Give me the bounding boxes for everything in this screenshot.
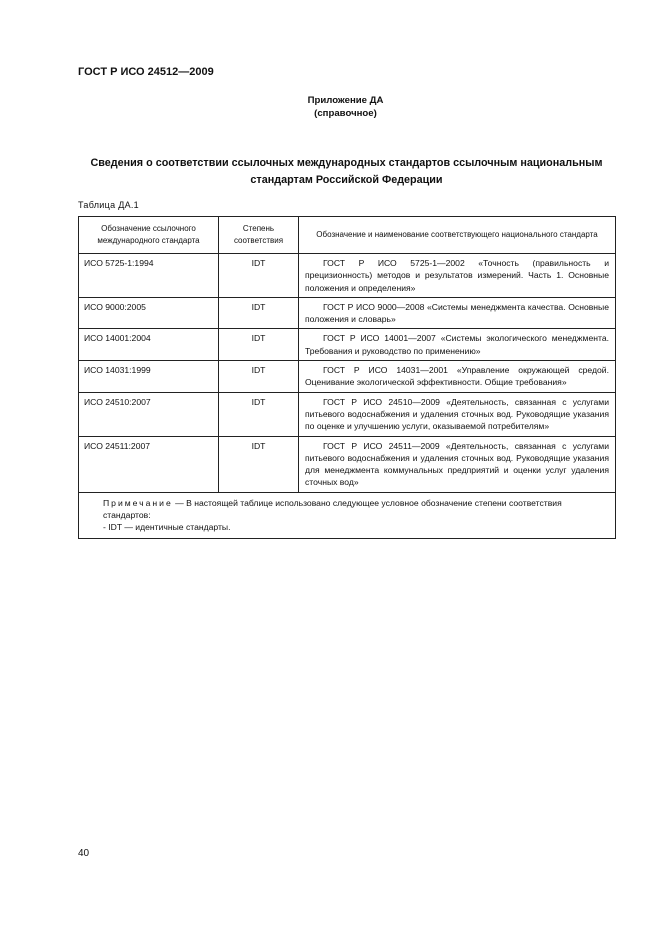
note-paragraph <box>87 497 607 522</box>
table-row <box>79 436 616 492</box>
annex-subtitle: (справочное) <box>314 107 377 119</box>
cell-national-standard: ГОСТ Р ИСО 24511—2009 «Деятельность, связанная с услугами питьевого водоснабжения и удаления сточных вод. Руководящие указания для менеджмента коммунальных предприятий и оценки услуг удаления сточных вод» <box>299 436 616 492</box>
page-number: 40 <box>78 848 90 859</box>
annex-title: Приложение ДА <box>307 95 384 106</box>
table-note-row <box>79 492 616 538</box>
cell-degree: IDT <box>219 297 299 329</box>
cell-degree: IDT <box>219 392 299 436</box>
cell-national-standard: ГОСТ Р ИСО 24510—2009 «Деятельность, связанная с услугами питьевого водоснабжения и удаления сточных вод. Руководящие указания по оценке и улучшению услуги, оказываемой потребителям» <box>299 392 616 436</box>
standards-table <box>78 216 615 539</box>
table-header-row <box>79 217 616 254</box>
table-row <box>79 392 616 436</box>
table-caption: Таблица ДА.1 <box>78 200 139 210</box>
cell-intl-standard: ИСО 9000:2005 <box>79 297 219 329</box>
cell-degree: IDT <box>219 329 299 361</box>
header-intl-standard: Обозначение ссылочного международного стандарта <box>79 217 219 254</box>
cell-intl-standard: ИСО 5725-1:1994 <box>79 254 219 298</box>
cell-intl-standard: ИСО 14001:2004 <box>79 329 219 361</box>
header-national-standard: Обозначение и наименование соответствующего национального стандарта <box>299 217 616 254</box>
note-item: - IDT — идентичные стандарты. <box>103 522 231 533</box>
cell-intl-standard: ИСО 24510:2007 <box>79 392 219 436</box>
cell-national-standard: ГОСТ Р ИСО 14031—2001 «Управление окружающей средой. Оценивание экологической эффективности. Общие требования» <box>299 361 616 393</box>
table-note <box>79 492 616 538</box>
table-row <box>79 254 616 298</box>
cell-degree: IDT <box>219 254 299 298</box>
cell-national-standard: ГОСТ Р ИСО 5725-1—2002 «Точность (правильность и прецизионность) методов и результатов измерений. Часть 1. Основные положения и определения» <box>299 254 616 298</box>
cell-intl-standard: ИСО 24511:2007 <box>79 436 219 492</box>
cell-degree: IDT <box>219 436 299 492</box>
document-code: ГОСТ Р ИСО 24512—2009 <box>78 66 214 78</box>
cell-national-standard: ГОСТ Р ИСО 9000—2008 «Системы менеджмента качества. Основные положения и словарь» <box>299 297 616 329</box>
note-label: Примечание <box>103 497 173 508</box>
cell-intl-standard: ИСО 14031:1999 <box>79 361 219 393</box>
cell-degree: IDT <box>219 361 299 393</box>
cell-national-standard: ГОСТ Р ИСО 14001—2007 «Системы экологического менеджмента. Требования и руководство по применению» <box>299 329 616 361</box>
annex-heading <box>0 95 661 120</box>
table-row <box>79 297 616 329</box>
section-title: Сведения о соответствии ссылочных международных стандартов ссылочным национальным стандартам Российской Федерации <box>90 157 603 186</box>
note-text: — В настоящей таблице использовано следующее условное обозначение степени соответствия стандартов: <box>103 497 562 521</box>
table-row <box>79 361 616 393</box>
table-row <box>79 329 616 361</box>
header-degree: Степень соответствия <box>219 217 299 254</box>
